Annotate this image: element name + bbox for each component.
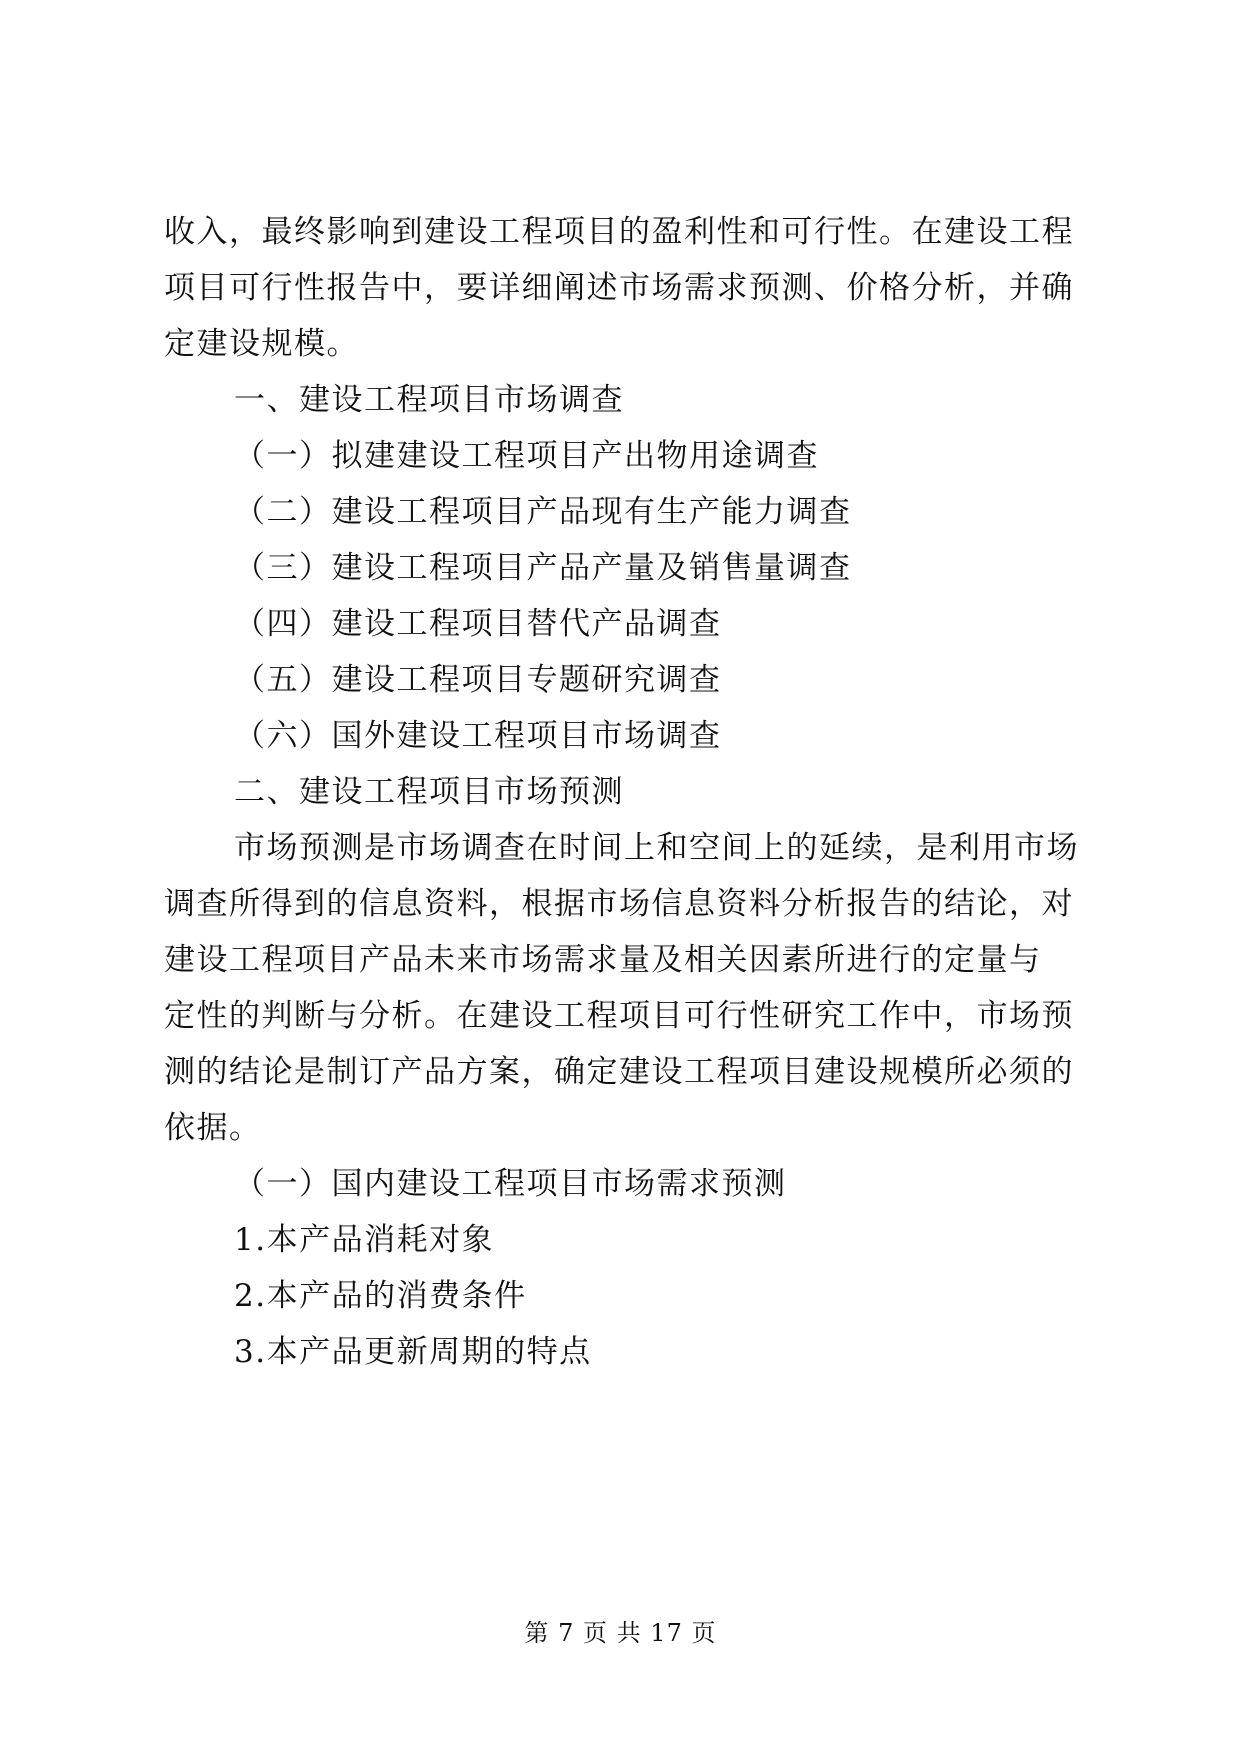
paragraph-line: 项目可行性报告中，要详细阐述市场需求预测、价格分析，并确 xyxy=(164,270,1074,306)
subsection-heading: （一）国内建设工程项目市场需求预测 xyxy=(234,1166,787,1202)
paragraph-line: 收入，最终影响到建设工程项目的盈利性和可行性。在建设工程 xyxy=(164,214,1074,250)
subsection-heading: （五）建设工程项目专题研究调查 xyxy=(234,662,722,698)
page-number-footer: 第 7 页 共 17 页 xyxy=(524,1619,717,1647)
paragraph-line: 建设工程项目产品未来市场需求量及相关因素所进行的定量与 xyxy=(164,942,1042,978)
paragraph-line: 依据。 xyxy=(164,1110,262,1146)
subsection-heading: （一）拟建建设工程项目产出物用途调查 xyxy=(234,438,819,474)
paragraph-line: 定建设规模。 xyxy=(164,326,359,362)
list-item: 1.本产品消耗对象 xyxy=(234,1222,495,1258)
subsection-heading: （四）建设工程项目替代产品调查 xyxy=(234,606,722,642)
section-heading: 一、建设工程项目市场调查 xyxy=(234,382,624,418)
subsection-heading: （二）建设工程项目产品现有生产能力调查 xyxy=(234,494,852,530)
paragraph-line: 定性的判断与分析。在建设工程项目可行性研究工作中，市场预 xyxy=(164,998,1074,1034)
paragraph-line: 市场预测是市场调查在时间上和空间上的延续，是利用市场 xyxy=(234,830,1079,866)
list-item: 2.本产品的消费条件 xyxy=(234,1278,527,1314)
subsection-heading: （三）建设工程项目产品产量及销售量调查 xyxy=(234,550,852,586)
paragraph-line: 调查所得到的信息资料，根据市场信息资料分析报告的结论，对 xyxy=(164,886,1074,922)
paragraph-line: 测的结论是制订产品方案，确定建设工程项目建设规模所必须的 xyxy=(164,1054,1074,1090)
subsection-heading: （六）国外建设工程项目市场调查 xyxy=(234,718,722,754)
section-heading: 二、建设工程项目市场预测 xyxy=(234,774,624,810)
list-item: 3.本产品更新周期的特点 xyxy=(234,1334,592,1370)
